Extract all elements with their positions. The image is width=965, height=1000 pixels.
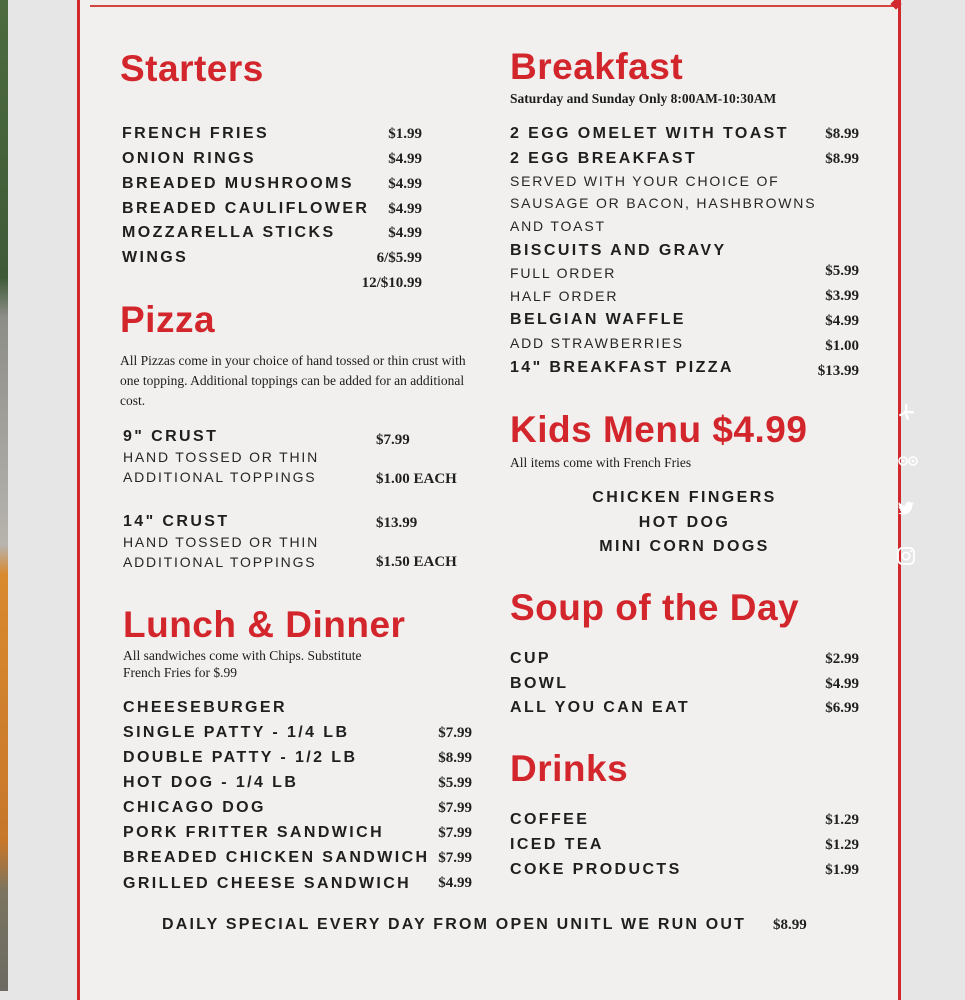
menu-item-price: $7.99	[438, 725, 472, 741]
menu-item-name: 2 EGG OMELET WITH TOAST	[510, 125, 789, 142]
menu-item-price: $4.99	[388, 201, 422, 217]
menu-item-name: BELGIAN WAFFLE	[510, 311, 686, 328]
menu-item-name: COFFEE	[510, 811, 590, 828]
menu-item-price: $4.99	[825, 313, 859, 329]
menu-item-name: BREADED CHICKEN SANDWICH	[123, 849, 430, 866]
lunch-dinner-heading: Lunch & Dinner	[123, 604, 406, 645]
pizza-size-name: 14" CRUST	[123, 513, 230, 530]
kids-menu-heading: Kids Menu $4.99	[510, 409, 808, 450]
top-divider	[90, 5, 897, 7]
item-description: SERVED WITH YOUR CHOICE OF	[510, 173, 780, 189]
menu-item-name: BOWL	[510, 675, 569, 692]
menu-item-price: $8.99	[825, 126, 859, 142]
menu-item-price: $1.99	[388, 126, 422, 142]
menu-item-price: $8.99	[825, 151, 859, 167]
item-description: SAUSAGE OR BACON, HASHBROWNS	[510, 195, 817, 211]
menu-item-price: $4.99	[388, 225, 422, 241]
menu-item-price: $5.99	[825, 263, 859, 279]
menu-item-name: FRENCH FRIES	[122, 125, 270, 142]
menu-item-name: BREADED MUSHROOMS	[122, 175, 354, 192]
menu-item-name: CHICAGO DOG	[123, 799, 266, 816]
menu-item-price: $1.29	[825, 812, 859, 828]
menu-item-name: CUP	[510, 650, 551, 667]
breakfast-hours: Saturday and Sunday Only 8:00AM-10:30AM	[510, 91, 777, 106]
pizza-note: All Pizzas come in your choice of hand tossed or thin crust with one topping. Additional toppings can be added for an additional cost.	[120, 353, 466, 408]
menu-item-price: $4.99	[388, 151, 422, 167]
menu-item-price: 6/$5.99	[376, 250, 422, 266]
menu-item-price: $7.99	[438, 825, 472, 841]
daily-special-text: DAILY SPECIAL EVERY DAY FROM OPEN UNITL WE RUN OUT	[162, 916, 747, 933]
pizza-size-name: 9" CRUST	[123, 428, 219, 445]
pizza-size-price: $13.99	[376, 515, 418, 531]
menu-item-name: ALL YOU CAN EAT	[510, 699, 691, 716]
menu-item-name: COKE PRODUCTS	[510, 861, 682, 878]
pizza-size-line: ADDITIONAL TOPPINGS	[123, 469, 317, 485]
menu-item-price: $4.99	[438, 875, 472, 891]
menu-item-name: ICED TEA	[510, 836, 604, 853]
yelp-icon[interactable]	[896, 402, 916, 422]
menu-item-name: WINGS	[122, 249, 189, 266]
menu-item-name: HALF ORDER	[510, 288, 619, 304]
menu-item-price: $8.99	[438, 750, 472, 766]
pizza-heading: Pizza	[120, 299, 216, 340]
menu-item-price: $6.99	[825, 700, 859, 716]
menu-item-name: PORK FRITTER SANDWICH	[123, 824, 385, 841]
menu-item-price: $13.99	[817, 363, 859, 379]
menu-group-name: BISCUITS AND GRAVY	[510, 242, 727, 259]
item-description: AND TOAST	[510, 218, 606, 234]
menu-item-price: $1.29	[825, 837, 859, 853]
kids-item: HOT DOG	[638, 514, 731, 531]
tripadvisor-icon[interactable]	[896, 451, 916, 471]
kids-item: MINI CORN DOGS	[599, 538, 770, 555]
soup-heading: Soup of the Day	[510, 587, 800, 628]
menu-item-price: 12/$10.99	[361, 275, 422, 291]
pizza-size-line: HAND TOSSED OR THIN	[123, 449, 320, 465]
lunch-note: French Fries for $.99	[123, 665, 237, 680]
breakfast-heading: Breakfast	[510, 46, 684, 87]
starters-heading: Starters	[120, 48, 264, 89]
menu-item-price: $4.99	[388, 176, 422, 192]
menu-item-name: ONION RINGS	[122, 150, 256, 167]
menu-item-name: BREADED CAULIFLOWER	[122, 200, 370, 217]
kids-item: CHICKEN FINGERS	[592, 489, 777, 506]
lunch-note: All sandwiches come with Chips. Substitute	[123, 648, 362, 663]
menu-item-price: $3.99	[825, 288, 859, 304]
menu-item-name: GRILLED CHEESE SANDWICH	[123, 875, 412, 892]
twitter-icon[interactable]	[896, 498, 916, 518]
menu-item-name: 2 EGG BREAKFAST	[510, 150, 698, 167]
topping-price: $1.50 EACH	[376, 554, 457, 570]
instagram-icon[interactable]	[896, 546, 916, 566]
menu-item-price: $1.00	[825, 338, 859, 354]
menu-group-name: CHEESEBURGER	[123, 699, 287, 716]
menu-item-name: 14" BREAKFAST PIZZA	[510, 359, 734, 376]
pizza-size-line: HAND TOSSED OR THIN	[123, 534, 320, 550]
menu-item-name: HOT DOG - 1/4 LB	[123, 774, 299, 791]
menu-item-price: $5.99	[438, 775, 472, 791]
menu-item-name: DOUBLE PATTY - 1/2 LB	[123, 749, 358, 766]
menu-item-price: $7.99	[438, 850, 472, 866]
menu-item-price: $4.99	[825, 676, 859, 692]
background-photo	[0, 0, 8, 991]
pizza-size-line: ADDITIONAL TOPPINGS	[123, 554, 317, 570]
daily-special-price: $8.99	[773, 917, 807, 933]
menu-item-name: FULL ORDER	[510, 265, 617, 281]
kids-note: All items come with French Fries	[510, 455, 692, 470]
menu-item-name: SINGLE PATTY - 1/4 LB	[123, 724, 350, 741]
menu-item-price: $7.99	[438, 800, 472, 816]
drinks-heading: Drinks	[510, 748, 629, 789]
menu-item-name: MOZZARELLA STICKS	[122, 224, 336, 241]
menu-item-name: ADD STRAWBERRIES	[510, 335, 684, 351]
pizza-size-price: $7.99	[376, 432, 410, 448]
menu-item-price: $2.99	[825, 651, 859, 667]
menu-item-price: $1.99	[825, 862, 859, 878]
topping-price: $1.00 EACH	[376, 471, 457, 487]
